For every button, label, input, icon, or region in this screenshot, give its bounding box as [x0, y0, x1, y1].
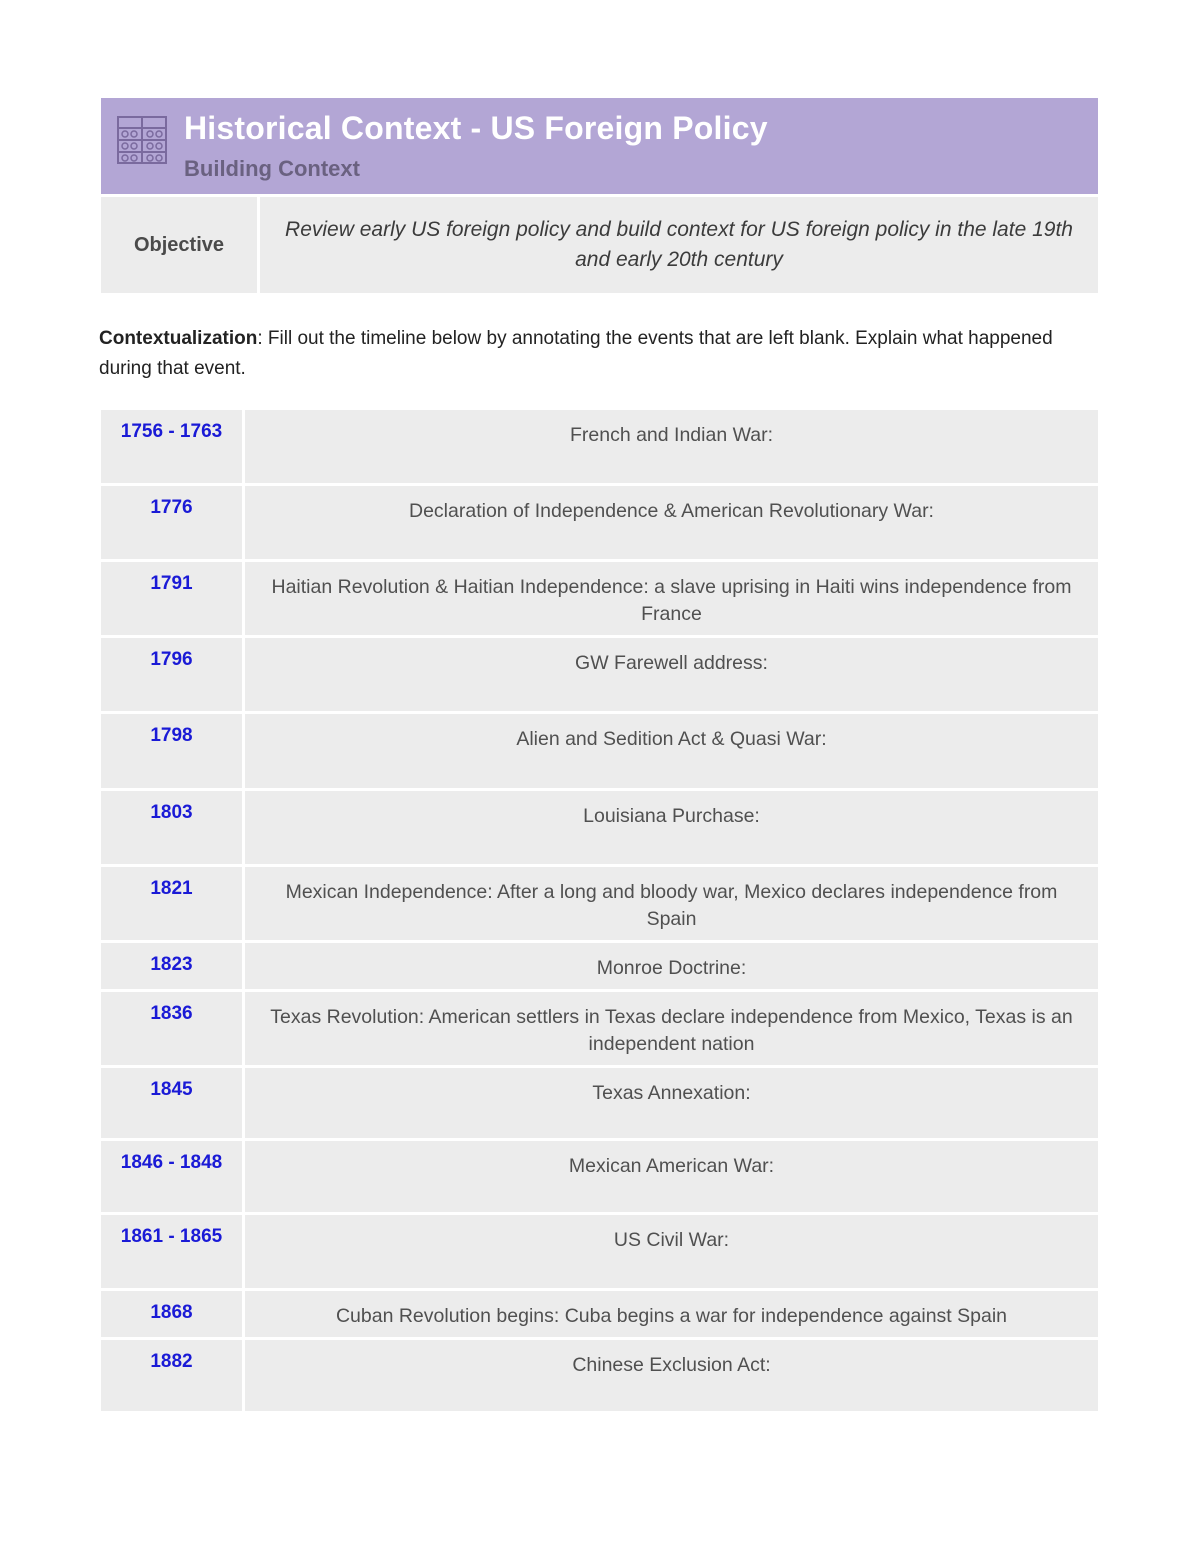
timeline-table: [101, 410, 1098, 1414]
timeline-row: [101, 1141, 1098, 1212]
timeline-date: 1776: [101, 486, 242, 559]
timeline-date: 1836: [101, 992, 242, 1065]
timeline-event[interactable]: Texas Annexation:: [245, 1068, 1098, 1138]
timeline-row: [101, 992, 1098, 1065]
timeline-event[interactable]: French and Indian War:: [245, 410, 1098, 483]
timeline-row: [101, 867, 1098, 940]
timeline-row: [101, 1068, 1098, 1138]
timeline-date: 1756 - 1763: [101, 410, 242, 483]
timeline-row: [101, 410, 1098, 483]
timeline-event[interactable]: Mexican American War:: [245, 1141, 1098, 1212]
timeline-row: [101, 562, 1098, 635]
timeline-row: [101, 1340, 1098, 1411]
header-banner: [101, 98, 1098, 194]
document-grid-icon: [117, 116, 167, 164]
timeline-date: 1882: [101, 1340, 242, 1411]
timeline-date: 1861 - 1865: [101, 1215, 242, 1288]
timeline-date: 1868: [101, 1291, 242, 1337]
timeline-row: [101, 1215, 1098, 1288]
timeline-row: [101, 486, 1098, 559]
instructions-text: : Fill out the timeline below by annotating the events that are left blank. Explain what happened during that event.: [99, 328, 1053, 379]
objective-label: Objective: [101, 197, 257, 293]
instructions-paragraph: [99, 324, 1099, 384]
timeline-row: [101, 791, 1098, 864]
timeline-row: [101, 714, 1098, 788]
timeline-date: 1798: [101, 714, 242, 788]
timeline-date: 1846 - 1848: [101, 1141, 242, 1212]
timeline-event[interactable]: Louisiana Purchase:: [245, 791, 1098, 864]
objective-text: Review early US foreign policy and build context for US foreign policy in the late 19th and early 20th century: [260, 197, 1098, 293]
timeline-date: 1823: [101, 943, 242, 989]
timeline-date: 1796: [101, 638, 242, 711]
timeline-date: 1791: [101, 562, 242, 635]
timeline-event[interactable]: US Civil War:: [245, 1215, 1098, 1288]
timeline-event[interactable]: Alien and Sedition Act & Quasi War:: [245, 714, 1098, 788]
timeline-row: [101, 638, 1098, 711]
timeline-date: 1821: [101, 867, 242, 940]
timeline-row: [101, 943, 1098, 989]
instructions-label: Contextualization: [99, 328, 258, 349]
timeline-event[interactable]: Cuban Revolution begins: Cuba begins a war for independence against Spain: [245, 1291, 1098, 1337]
timeline-event[interactable]: GW Farewell address:: [245, 638, 1098, 711]
timeline-event[interactable]: Haitian Revolution & Haitian Independence: a slave uprising in Haiti wins independence from France: [245, 562, 1098, 635]
timeline-event[interactable]: Declaration of Independence & American Revolutionary War:: [245, 486, 1098, 559]
page-subtitle: Building Context: [184, 156, 360, 181]
timeline-date: 1845: [101, 1068, 242, 1138]
timeline-event[interactable]: Chinese Exclusion Act:: [245, 1340, 1098, 1411]
objective-row: [101, 197, 1098, 293]
timeline-event[interactable]: Texas Revolution: American settlers in Texas declare independence from Mexico, Texas is an independent nation: [245, 992, 1098, 1065]
timeline-event[interactable]: Monroe Doctrine:: [245, 943, 1098, 989]
timeline-event[interactable]: Mexican Independence: After a long and bloody war, Mexico declares independence from Spain: [245, 867, 1098, 940]
timeline-date: 1803: [101, 791, 242, 864]
page-title: Historical Context - US Foreign Policy: [184, 110, 768, 146]
timeline-row: [101, 1291, 1098, 1337]
